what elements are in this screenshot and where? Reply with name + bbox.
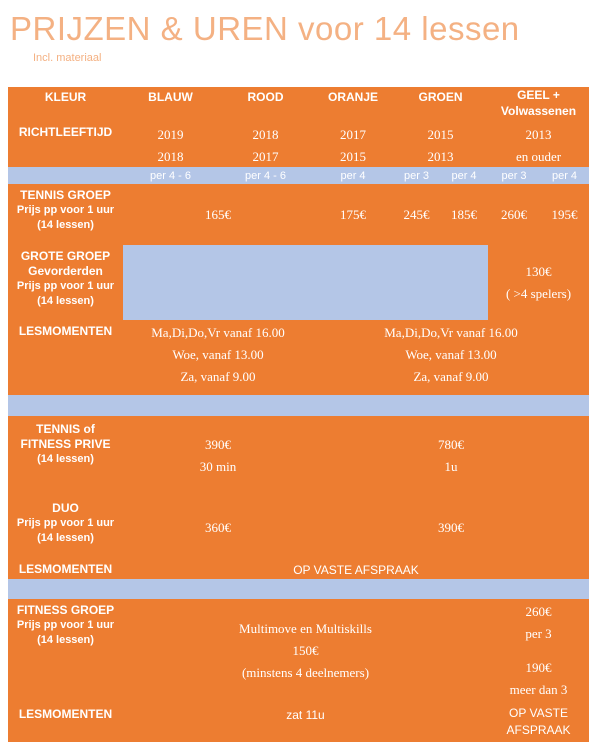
lesmomenten-1-left-2: Woe, vanaf 13.00: [172, 347, 264, 362]
lesmomenten-1-right-3: Za, vanaf 9.00: [413, 369, 489, 384]
richtleeftijd-label-text: RICHTLEEFTIJD: [18, 125, 113, 139]
tennis-groep-oranje: [313, 184, 393, 245]
fitness-groep-middle-2: 150€: [292, 643, 319, 658]
duo-title: DUO: [52, 501, 79, 515]
richtleeftijd-oranje-1: 2017: [340, 127, 366, 142]
per-geel-a-text: per 3: [501, 169, 527, 182]
duo-right-price: 390€: [438, 520, 464, 535]
prive-sub: (14 lessen): [37, 453, 94, 465]
grote-groep-geel: [488, 245, 589, 320]
lesmomenten-2-label-text: LESMOMENTEN: [18, 562, 113, 576]
spacer-row-2-c: [488, 579, 589, 599]
per-blauw: [123, 167, 218, 184]
richtleeftijd-label: [8, 125, 123, 167]
header-groen-text: GROEN: [418, 90, 463, 104]
duo-left-price: 360€: [205, 520, 231, 535]
grote-groep-groen-b: [440, 245, 488, 320]
prive-title1: TENNIS of: [36, 422, 95, 436]
lesmomenten-1-right-1: Ma,Di,Do,Vr vanaf 16.00: [384, 325, 518, 340]
tennis-groep-title: TENNIS GROEP: [20, 188, 111, 202]
tennis-groep-groen-b: [440, 184, 488, 245]
fitness-groep-right-2: per 3: [525, 626, 552, 641]
lesmomenten-1-right-2: Woe, vanaf 13.00: [405, 347, 497, 362]
tennis-groep-geel-b-price: 195€: [551, 206, 578, 222]
header-geel-line1: GEEL +: [517, 88, 560, 102]
page-title: PRIJZEN & UREN voor 14 lessen: [10, 10, 520, 47]
lesmomenten-3-middle-text: zat 11u: [286, 708, 325, 722]
richtleeftijd-rood-1: 2018: [252, 127, 279, 142]
richtleeftijd-oranje: [313, 125, 393, 167]
richtleeftijd-blauw-1: 2019: [157, 127, 184, 142]
richtleeftijd-groen: [393, 125, 488, 167]
duo-right: [313, 496, 589, 560]
richtleeftijd-geel: [488, 125, 589, 167]
grote-groep-title2: Gevorderden: [28, 264, 103, 278]
lesmomenten-3-middle: [123, 703, 488, 742]
lesmomenten-1-label: [8, 320, 123, 395]
header-blauw-text: BLAUW: [148, 90, 193, 104]
grote-groep-sub1: Prijs pp voor 1 uur: [16, 280, 115, 292]
prive-title2: FITNESS PRIVE: [20, 437, 111, 451]
richtleeftijd-blauw: [123, 125, 218, 167]
lesmomenten-1-left: [123, 320, 313, 395]
grote-groep-geel-price: 130€: [525, 263, 552, 279]
richtleeftijd-groen-2: 2013: [427, 149, 454, 164]
prive-left-duration: 30 min: [199, 459, 237, 474]
prive-left: [123, 416, 313, 496]
per-label-empty: [8, 167, 123, 184]
tennis-groep-oranje-price: 175€: [340, 206, 366, 222]
lesmomenten-2-label: [8, 560, 123, 579]
per-oranje-text: per 4: [340, 169, 366, 182]
fitness-groep-middle: [123, 599, 488, 703]
per-geel-b-text: per 4: [551, 169, 578, 182]
tennis-groep-sub2: (14 lessen): [37, 219, 94, 231]
spacer-row-1-c: [313, 395, 488, 416]
header-blauw: [123, 87, 218, 125]
header-rood: [218, 87, 313, 125]
header-oranje-text: ORANJE: [327, 90, 378, 104]
spacer-row-2-a: [8, 579, 123, 599]
fitness-groep-sub2: (14 lessen): [37, 634, 94, 646]
spacer-row-1-d: [488, 395, 589, 416]
duo-left: [123, 496, 313, 560]
grote-groep-blauw-rood: [123, 245, 313, 320]
duo-label: [8, 496, 123, 560]
fitness-groep-label: [8, 599, 123, 703]
header-groen: [393, 87, 488, 125]
tennis-groep-blauw-rood: [123, 184, 313, 245]
tennis-groep-geel-b: [540, 184, 589, 245]
per-groen-b: [440, 167, 488, 184]
richtleeftijd-rood-2: 2017: [252, 149, 279, 164]
tennis-groep-groen-a: [393, 184, 440, 245]
lesmomenten-2-value-text: OP VASTE AFSPRAAK: [293, 562, 419, 577]
fitness-groep-middle-1: Multimove en Multiskills: [239, 621, 372, 636]
fitness-groep-right: [488, 599, 589, 703]
spacer-row-1-b: [123, 395, 313, 416]
fitness-groep-sub1: Prijs pp voor 1 uur: [16, 619, 115, 631]
tennis-groep-sub1: Prijs pp voor 1 uur: [16, 204, 115, 216]
tennis-groep-blauw-rood-price: 165€: [205, 206, 231, 222]
richtleeftijd-geel-1: 2013: [525, 127, 552, 142]
prive-label: [8, 416, 123, 496]
tennis-groep-groen-a-price: 245€: [403, 206, 430, 222]
per-geel-b: [540, 167, 589, 184]
per-blauw-text: per 4 - 6: [150, 169, 191, 182]
lesmomenten-1-right: [313, 320, 589, 395]
richtleeftijd-blauw-2: 2018: [157, 149, 184, 164]
per-groen-b-text: per 4: [451, 169, 477, 182]
tennis-groep-geel-a-price: 260€: [501, 206, 527, 222]
tennis-groep-groen-b-price: 185€: [451, 206, 477, 222]
lesmomenten-3-label: [8, 703, 123, 742]
header-kleur-text: KLEUR: [44, 90, 87, 104]
per-geel-a: [488, 167, 540, 184]
per-rood-text: per 4 - 6: [245, 169, 286, 182]
lesmomenten-3-label-text: LESMOMENTEN: [18, 707, 113, 721]
lesmomenten-3-right-2: AFSPRAAK: [506, 723, 571, 737]
fitness-groep-right-5: meer dan 3: [509, 682, 568, 697]
fitness-groep-title: FITNESS GROEP: [16, 603, 115, 617]
lesmomenten-1-left-1: Ma,Di,Do,Vr vanaf 16.00: [151, 325, 285, 340]
page-subtitle: Incl. materiaal: [33, 52, 102, 64]
per-groen-a-text: per 3: [403, 169, 430, 182]
tennis-groep-geel-a: [488, 184, 540, 245]
per-groen-a: [393, 167, 440, 184]
header-geel: [488, 87, 589, 125]
grote-groep-oranje: [313, 245, 393, 320]
tennis-groep-label: [8, 184, 123, 245]
fitness-groep-middle-3: (minstens 4 deelnemers): [241, 665, 370, 680]
header-kleur: [8, 87, 123, 125]
header-oranje: [313, 87, 393, 125]
header-geel-line2: Volwassenen: [500, 104, 577, 118]
per-rood: [218, 167, 313, 184]
header-rood-text: ROOD: [247, 90, 284, 104]
fitness-groep-right-4: 190€: [525, 660, 552, 675]
spacer-row-1-a: [8, 395, 123, 416]
lesmomenten-2-value: [123, 560, 589, 579]
grote-groep-label: [8, 245, 123, 320]
prive-left-price: 390€: [205, 437, 231, 452]
lesmomenten-1-left-3: Za, vanaf 9.00: [180, 369, 256, 384]
richtleeftijd-rood: [218, 125, 313, 167]
lesmomenten-1-label-text: LESMOMENTEN: [18, 324, 113, 338]
lesmomenten-3-right-1: OP VASTE: [509, 706, 568, 720]
prive-right: [313, 416, 589, 496]
spacer-row-2-b: [123, 579, 488, 599]
richtleeftijd-geel-2: en ouder: [515, 149, 562, 164]
grote-groep-title: GROTE GROEP: [20, 249, 111, 263]
prive-right-price: 780€: [438, 437, 464, 452]
richtleeftijd-groen-1: 2015: [427, 127, 454, 142]
duo-sub2: (14 lessen): [37, 532, 94, 544]
grote-groep-groen-a: [393, 245, 440, 320]
per-oranje: [313, 167, 393, 184]
lesmomenten-3-right: [488, 703, 589, 742]
duo-sub1: Prijs pp voor 1 uur: [16, 517, 115, 529]
grote-groep-geel-note: ( >4 spelers): [505, 285, 572, 301]
fitness-groep-right-1: 260€: [525, 604, 552, 619]
richtleeftijd-oranje-2: 2015: [340, 149, 366, 164]
grote-groep-sub2: (14 lessen): [37, 295, 94, 307]
prive-right-duration: 1u: [444, 459, 458, 474]
